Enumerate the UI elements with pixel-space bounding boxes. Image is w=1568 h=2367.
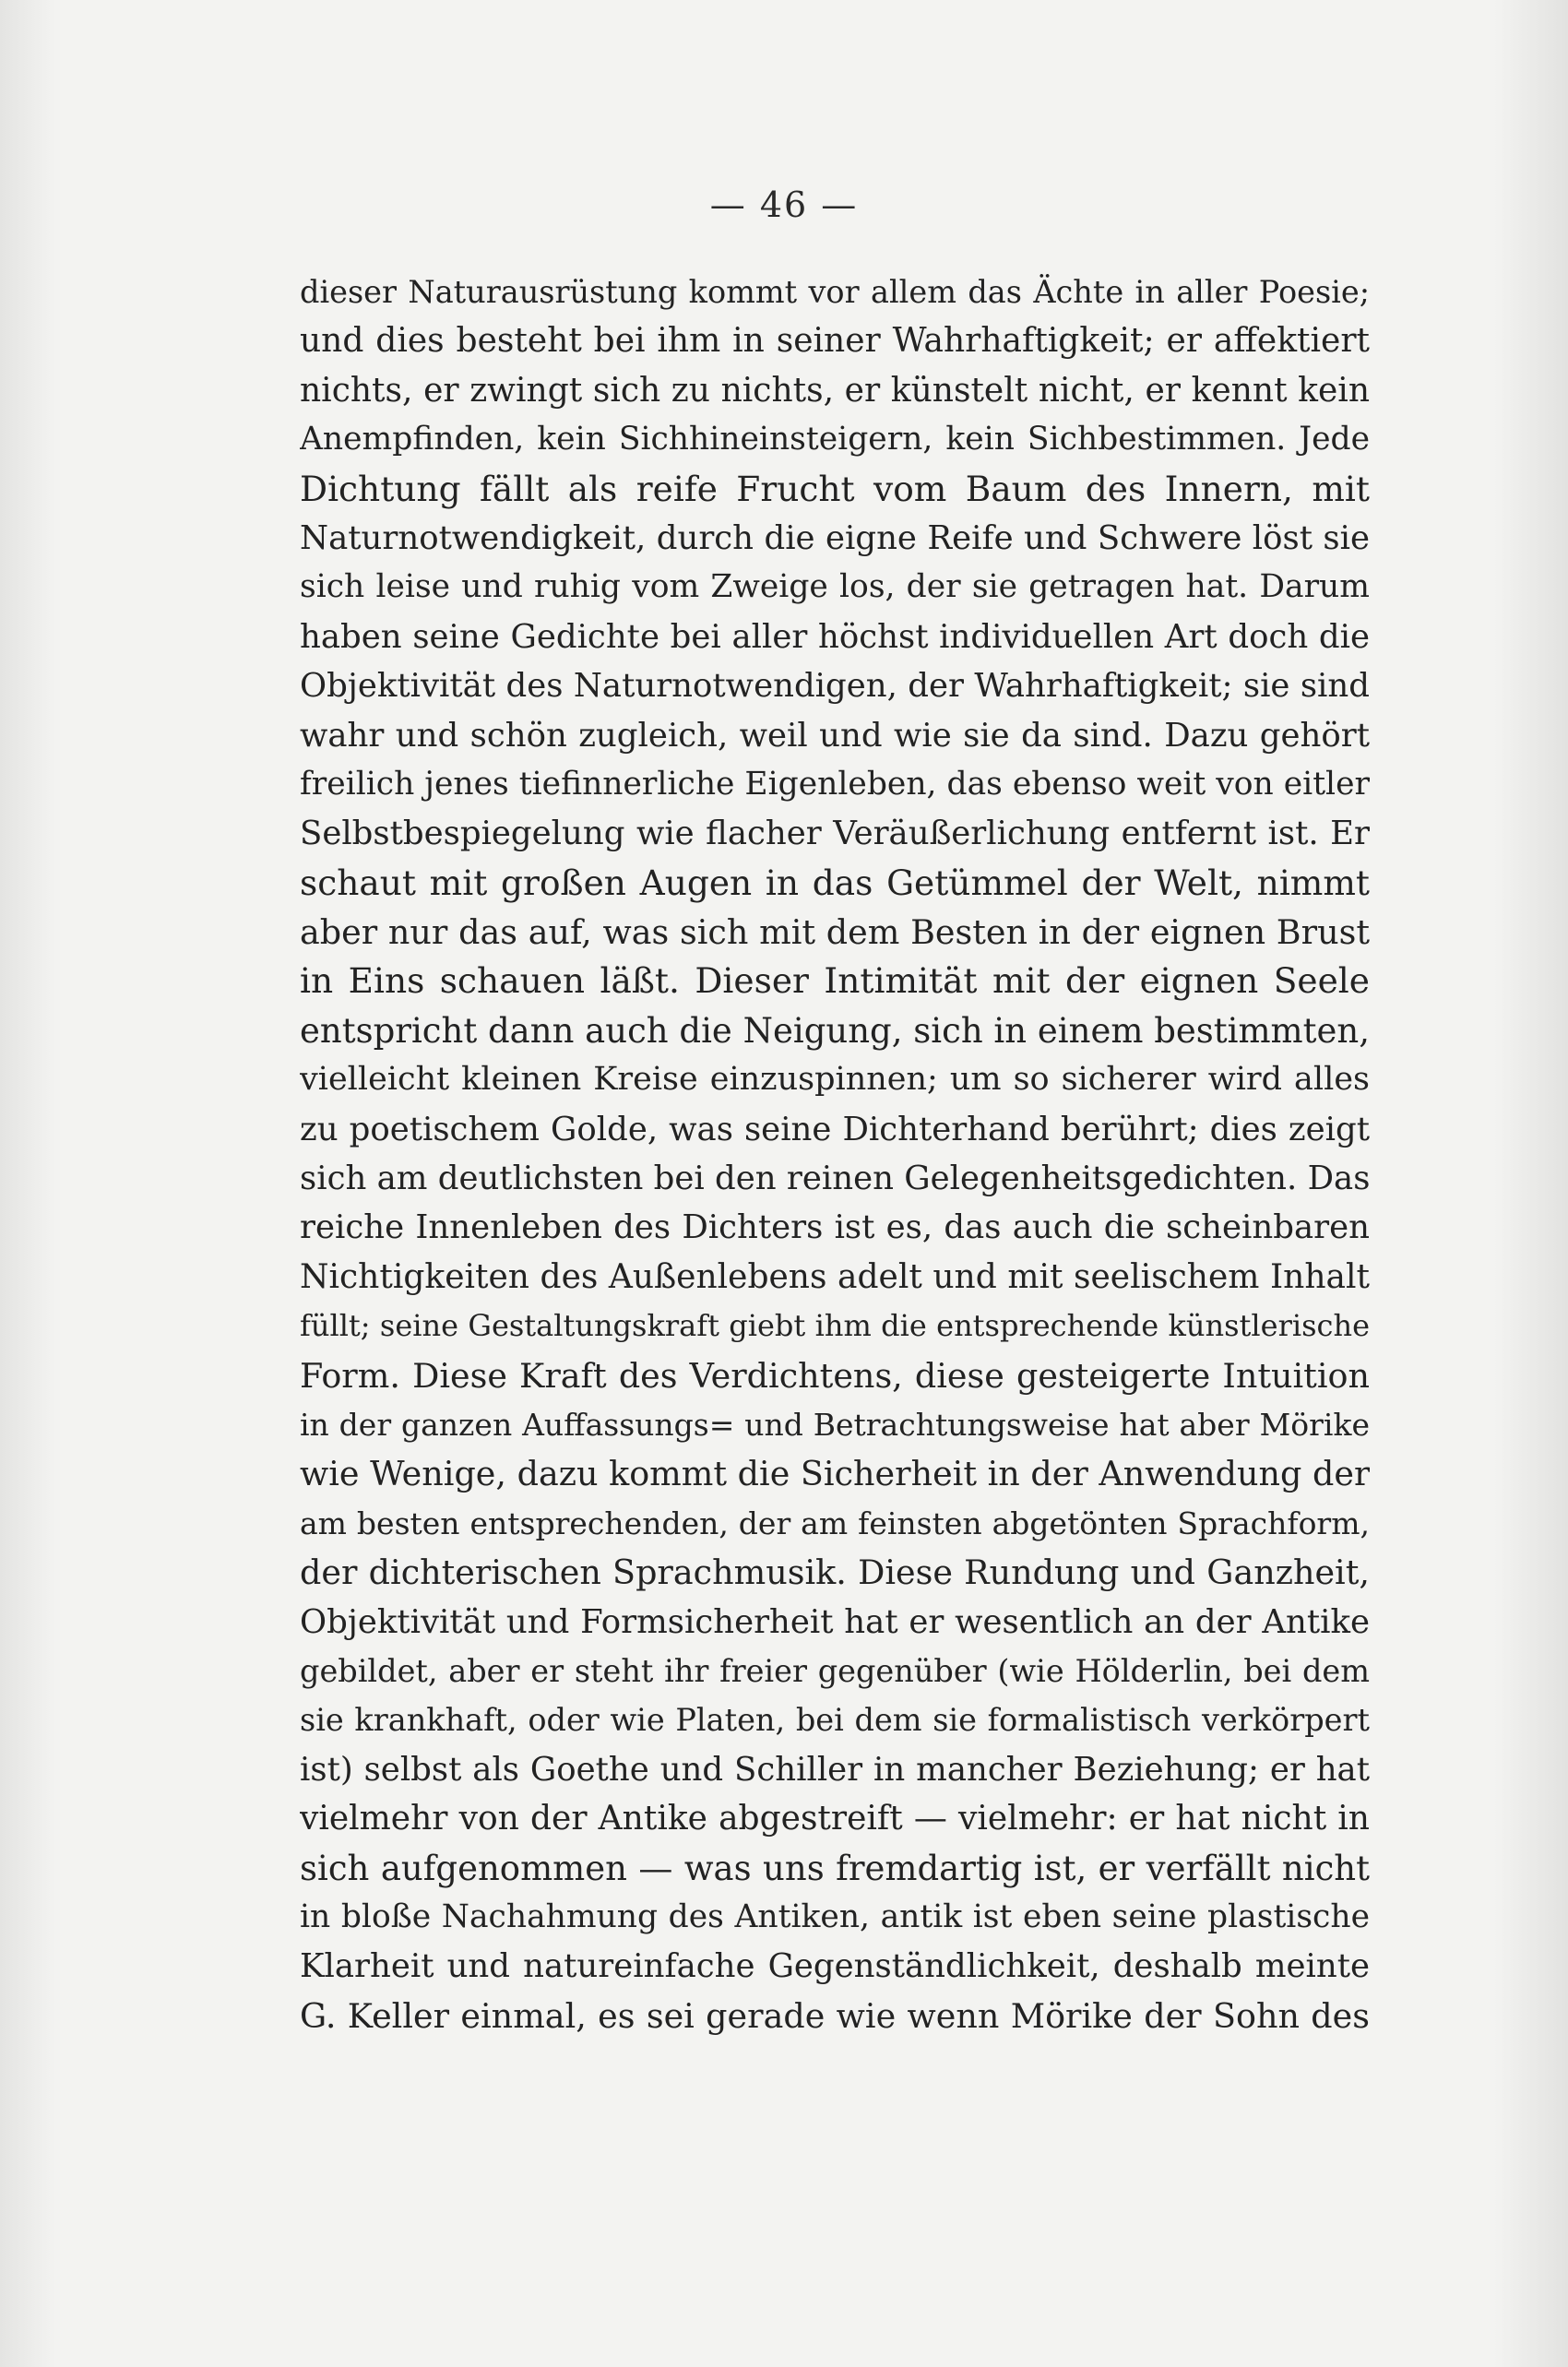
- text-line: sich am deutlichsten bei den reinen Gelegenheitsgedichten. Das: [300, 1160, 1370, 1198]
- text-line: in der ganzen Auffassungs= und Betrachtungsweise hat aber Mörike: [300, 1406, 1370, 1443]
- text-line: entspricht dann auch die Neigung, sich in einem bestimmten,: [300, 1010, 1370, 1051]
- text-line: Klarheit und natureinfache Gegenständlichkeit, deshalb meinte: [300, 1947, 1370, 1986]
- text-line: Form. Diese Kraft des Verdichtens, diese gesteigerte Intuition: [300, 1355, 1370, 1396]
- text-line: schaut mit großen Augen in das Getümmel der Welt, nimmt: [300, 862, 1370, 903]
- text-line: Anempfinden, kein Sichhineinsteigern, kein Sichbestimmen. Jede: [300, 421, 1370, 458]
- text-line: Nichtigkeiten des Außenlebens adelt und mit seelischem Inhalt: [300, 1257, 1370, 1296]
- text-line: aber nur das auf, was sich mit dem Besten in der eignen Brust: [300, 912, 1370, 953]
- text-line: ist) selbst als Goethe und Schiller in mancher Beziehung; er hat: [300, 1750, 1370, 1789]
- text-line: sie krankhaft, oder wie Platen, bei dem sie formalistisch verkörpert: [300, 1702, 1370, 1739]
- text-line: vielmehr von der Antike abgestreift — vielmehr: er hat nicht in: [300, 1800, 1370, 1838]
- text-line: Selbstbespiegelung wie flacher Veräußerlichung entfernt ist. Er: [300, 815, 1370, 853]
- text-line: in Eins schauen läßt. Dieser Intimität mit der eignen Seele: [300, 960, 1370, 1002]
- text-line: wie Wenige, dazu kommt die Sicherheit in der Anwendung der: [300, 1454, 1370, 1494]
- text-line: freilich jenes tiefinnerliche Eigenleben, das ebenso weit von eitler: [300, 765, 1370, 803]
- text-line: G. Keller einmal, es sei gerade wie wenn Mörike der Sohn des: [300, 1995, 1370, 2036]
- body-text: [300, 268, 1370, 2040]
- text-line: reiche Innenleben des Dichters ist es, das auch die scheinbaren: [300, 1208, 1370, 1247]
- text-line: wahr und schön zugleich, weil und wie sie da sind. Dazu gehört: [300, 716, 1370, 755]
- text-line: haben seine Gedichte bei aller höchst individuellen Art doch die: [300, 617, 1370, 656]
- text-line: Dichtung fällt als reife Frucht vom Baum des Innern, mit: [300, 468, 1370, 509]
- text-line: Objektivität und Formsicherheit hat er wesentlich an der Antike: [300, 1602, 1370, 1641]
- text-line: der dichterischen Sprachmusik. Diese Rundung und Ganzheit,: [300, 1552, 1370, 1593]
- text-line: in bloße Nachahmung des Antiken, antik ist eben seine plastische: [300, 1897, 1370, 1935]
- text-line: zu poetischem Golde, was seine Dichterhand berührt; dies zeigt: [300, 1110, 1370, 1148]
- text-line: Objektivität des Naturnotwendigen, der Wahrhaftigkeit; sie sind: [300, 667, 1370, 706]
- text-line: dieser Naturausrüstung kommt vor allem das Ächte in aller Poesie;: [300, 274, 1370, 310]
- text-line: sich leise und ruhig vom Zweige los, der sie getragen hat. Darum: [300, 568, 1370, 606]
- text-line: Naturnotwendigkeit, durch die eigne Reife und Schwere löst sie: [300, 518, 1370, 557]
- text-line: vielleicht kleinen Kreise einzuspinnen; um so sicherer wird alles: [300, 1061, 1370, 1099]
- text-line: und dies besteht bei ihm in seiner Wahrhaftigkeit; er affektiert: [300, 322, 1370, 361]
- text-line: nichts, er zwingt sich zu nichts, er künstelt nicht, er kennt kein: [300, 371, 1370, 410]
- page-number-header: — 46 —: [709, 184, 859, 225]
- text-line: sich aufgenommen — was uns fremdartig ist, er verfällt nicht: [300, 1848, 1370, 1888]
- text-line: am besten entsprechenden, der am feinsten abgetönten Sprachform,: [300, 1505, 1370, 1541]
- text-line: gebildet, aber er steht ihr freier gegenüber (wie Hölderlin, bei dem: [300, 1652, 1370, 1689]
- text-line: füllt; seine Gestaltungskraft giebt ihm die entsprechende künstlerische: [300, 1308, 1370, 1344]
